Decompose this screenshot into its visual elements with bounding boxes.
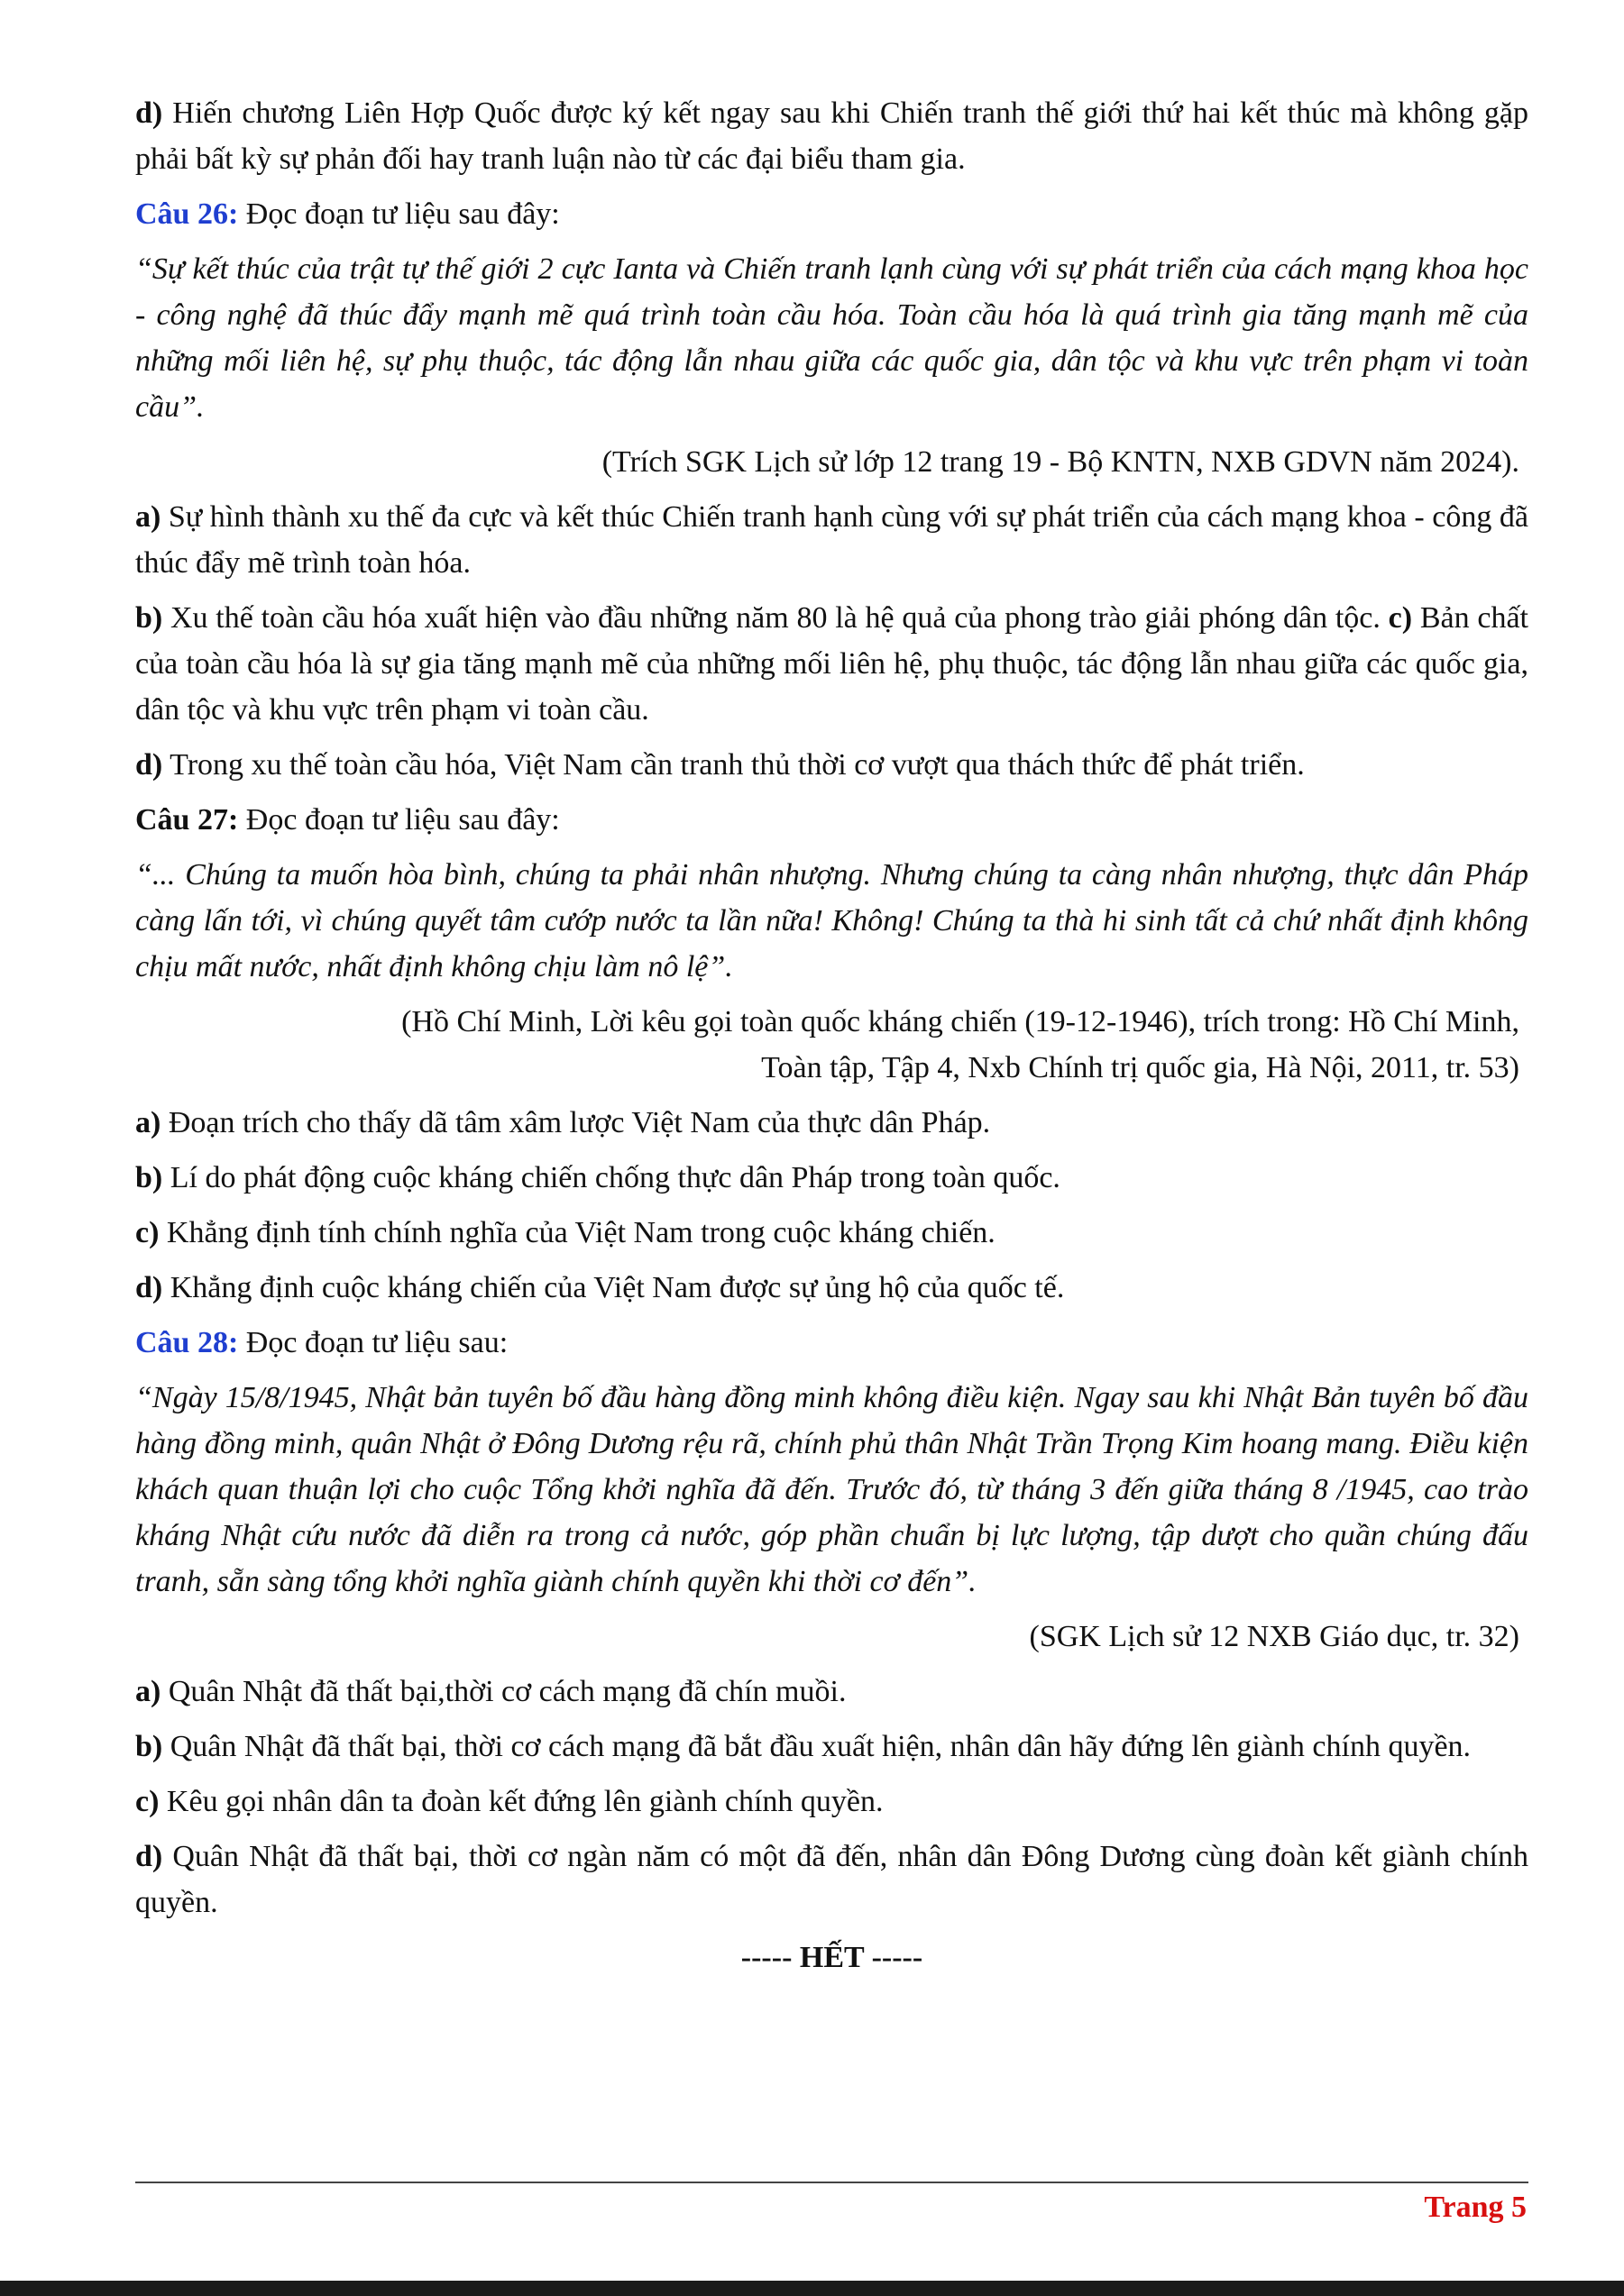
question-27-option-b: [135, 1155, 1528, 1201]
option-label: d): [135, 1271, 163, 1304]
option-label: a): [135, 500, 161, 534]
question-label: Câu 26:: [135, 197, 239, 231]
option-text: Quân Nhật đã thất bại,thời cơ cách mạng đã chín muồi.: [161, 1675, 847, 1708]
option-label: d): [135, 748, 163, 782]
option-label: c): [1388, 601, 1413, 635]
question-27-option-d: [135, 1265, 1528, 1311]
document-page: [135, 90, 1528, 1980]
question-26-option-b-c: [135, 595, 1528, 733]
question-26-option-a: [135, 494, 1528, 586]
question-28-quote: “Ngày 15/8/1945, Nhật bản tuyên bố đầu hàng đồng minh không điều kiện. Ngay sau khi Nhật Bản tuyên bố đầu hàng đồng minh, quân Nhật ở Đông Dương rệu rã, chính phủ thân Nhật Trần Trọng Kim hoang mang. Điều kiện khách quan thuận lợi cho cuộc Tổng khởi nghĩa đã đến. Trước đó, từ tháng 3 đến giữa tháng 8 /1945, cao trào kháng Nhật cứu nước đã diễn ra trong cả nước, góp phần chuẩn bị lực lượng, tập dượt cho quần chúng đấu tranh, sẵn sàng tổng khởi nghĩa giành chính quyền khi thời cơ đến”.: [135, 1381, 1528, 1598]
option-text: Quân Nhật đã thất bại, thời cơ ngàn năm có một đã đến, nhân dân Đông Dương cùng đoàn kết giành chính quyền.: [135, 1840, 1528, 1919]
option-label: b): [135, 601, 163, 635]
option-label: a): [135, 1106, 161, 1139]
end-mark: ----- HẾT -----: [740, 1941, 923, 1974]
question-28-option-d: [135, 1834, 1528, 1926]
option-label: d): [135, 96, 163, 130]
question-26-heading: [135, 191, 1528, 237]
footer-divider: [135, 2182, 1528, 2183]
question-26-quote: “Sự kết thúc của trật tự thế giới 2 cực Ianta và Chiến tranh lạnh cùng với sự phát triển của cách mạng khoa học - công nghệ đã thúc đẩy mạnh mẽ quá trình toàn cầu hóa. Toàn cầu hóa là quá trình gia tăng mạnh mẽ của những mối liên hệ, sự phụ thuộc, tác động lẫn nhau giữa các quốc gia, dân tộc và khu vực trên phạm vi toàn cầu”.: [135, 252, 1528, 424]
option-text: Quân Nhật đã thất bại, thời cơ cách mạng đã bắt đầu xuất hiện, nhân dân hãy đứng lên giành chính quyền.: [162, 1730, 1472, 1763]
question-27-option-c: [135, 1210, 1528, 1256]
question-26-option-d: [135, 742, 1528, 788]
option-label: c): [135, 1785, 160, 1818]
option-label: b): [135, 1161, 163, 1194]
question-prompt: Đọc đoạn tư liệu sau đây:: [238, 803, 560, 837]
question-label: Câu 28:: [135, 1326, 239, 1359]
option-text: Hiến chương Liên Hợp Quốc được ký kết ngay sau khi Chiến tranh thế giới thứ hai kết thúc mà không gặp phải bất kỳ sự phản đối hay tranh luận nào từ các đại biểu tham gia.: [135, 96, 1528, 176]
option-text: Khẳng định cuộc kháng chiến của Việt Nam được sự ủng hộ của quốc tế.: [162, 1271, 1065, 1304]
option-d-previous: [135, 90, 1528, 182]
option-label: b): [135, 1730, 163, 1763]
option-text: Trong xu thế toàn cầu hóa, Việt Nam cần tranh thủ thời cơ vượt qua thách thức để phát triển.: [162, 748, 1305, 782]
question-26-source: (Trích SGK Lịch sử lớp 12 trang 19 - Bộ KNTN, NXB GDVN năm 2024).: [601, 445, 1519, 479]
question-28-option-a: [135, 1669, 1528, 1715]
option-label: c): [135, 1216, 160, 1249]
question-prompt: Đọc đoạn tư liệu sau:: [238, 1326, 509, 1359]
question-28-option-b: [135, 1724, 1528, 1770]
question-prompt: Đọc đoạn tư liệu sau đây:: [238, 197, 560, 231]
option-text: Khẳng định tính chính nghĩa của Việt Nam trong cuộc kháng chiến.: [159, 1216, 996, 1249]
option-text: Kêu gọi nhân dân ta đoàn kết đứng lên giành chính quyền.: [159, 1785, 884, 1818]
question-label: Câu 27:: [135, 803, 239, 837]
question-28-option-c: [135, 1779, 1528, 1825]
option-text: Xu thế toàn cầu hóa xuất hiện vào đầu những năm 80 là hệ quả của phong trào giải phóng dân tộc.: [162, 601, 1389, 635]
question-28-source: (SGK Lịch sử 12 NXB Giáo dục, tr. 32): [1029, 1620, 1519, 1653]
question-28-heading: [135, 1320, 1528, 1366]
option-text: Đoạn trích cho thấy dã tâm xâm lược Việt Nam của thực dân Pháp.: [161, 1106, 991, 1139]
question-27-source-line-2: Toàn tập, Tập 4, Nxb Chính trị quốc gia, Hà Nội, 2011, tr. 53): [761, 1051, 1519, 1084]
bottom-edge-bar: [0, 2281, 1624, 2296]
option-label: a): [135, 1675, 161, 1708]
question-27-heading: [135, 797, 1528, 843]
question-27-quote: “... Chúng ta muốn hòa bình, chúng ta phải nhân nhượng. Nhưng chúng ta càng nhân nhượng, thực dân Pháp càng lấn tới, vì chúng quyết tâm cướp nước ta lần nữa! Không! Chúng ta thà hi sinh tất cả chứ nhất định không chịu mất nước, nhất định không chịu làm nô lệ”.: [135, 858, 1528, 983]
option-text: Sự hình thành xu thế đa cực và kết thúc Chiến tranh hạnh cùng với sự phát triển của cách mạng khoa - công đã thúc đẩy mẽ trình toàn hóa.: [135, 500, 1528, 580]
page-number: Trang 5: [1424, 2191, 1527, 2224]
question-27-option-a: [135, 1100, 1528, 1146]
option-label: d): [135, 1840, 163, 1873]
question-27-source-line-1: (Hồ Chí Minh, Lời kêu gọi toàn quốc kháng chiến (19-12-1946), trích trong: Hồ Chí Minh,: [401, 1005, 1519, 1038]
option-text: Lí do phát động cuộc kháng chiến chống thực dân Pháp trong toàn quốc.: [162, 1161, 1060, 1194]
option-text: Bản chất của toàn cầu hóa là sự gia tăng mạnh mẽ của những mối liên hệ, phụ thuộc, tác động lẫn nhau giữa các quốc gia, dân tộc và khu vực trên phạm vi toàn cầu.: [135, 601, 1528, 727]
